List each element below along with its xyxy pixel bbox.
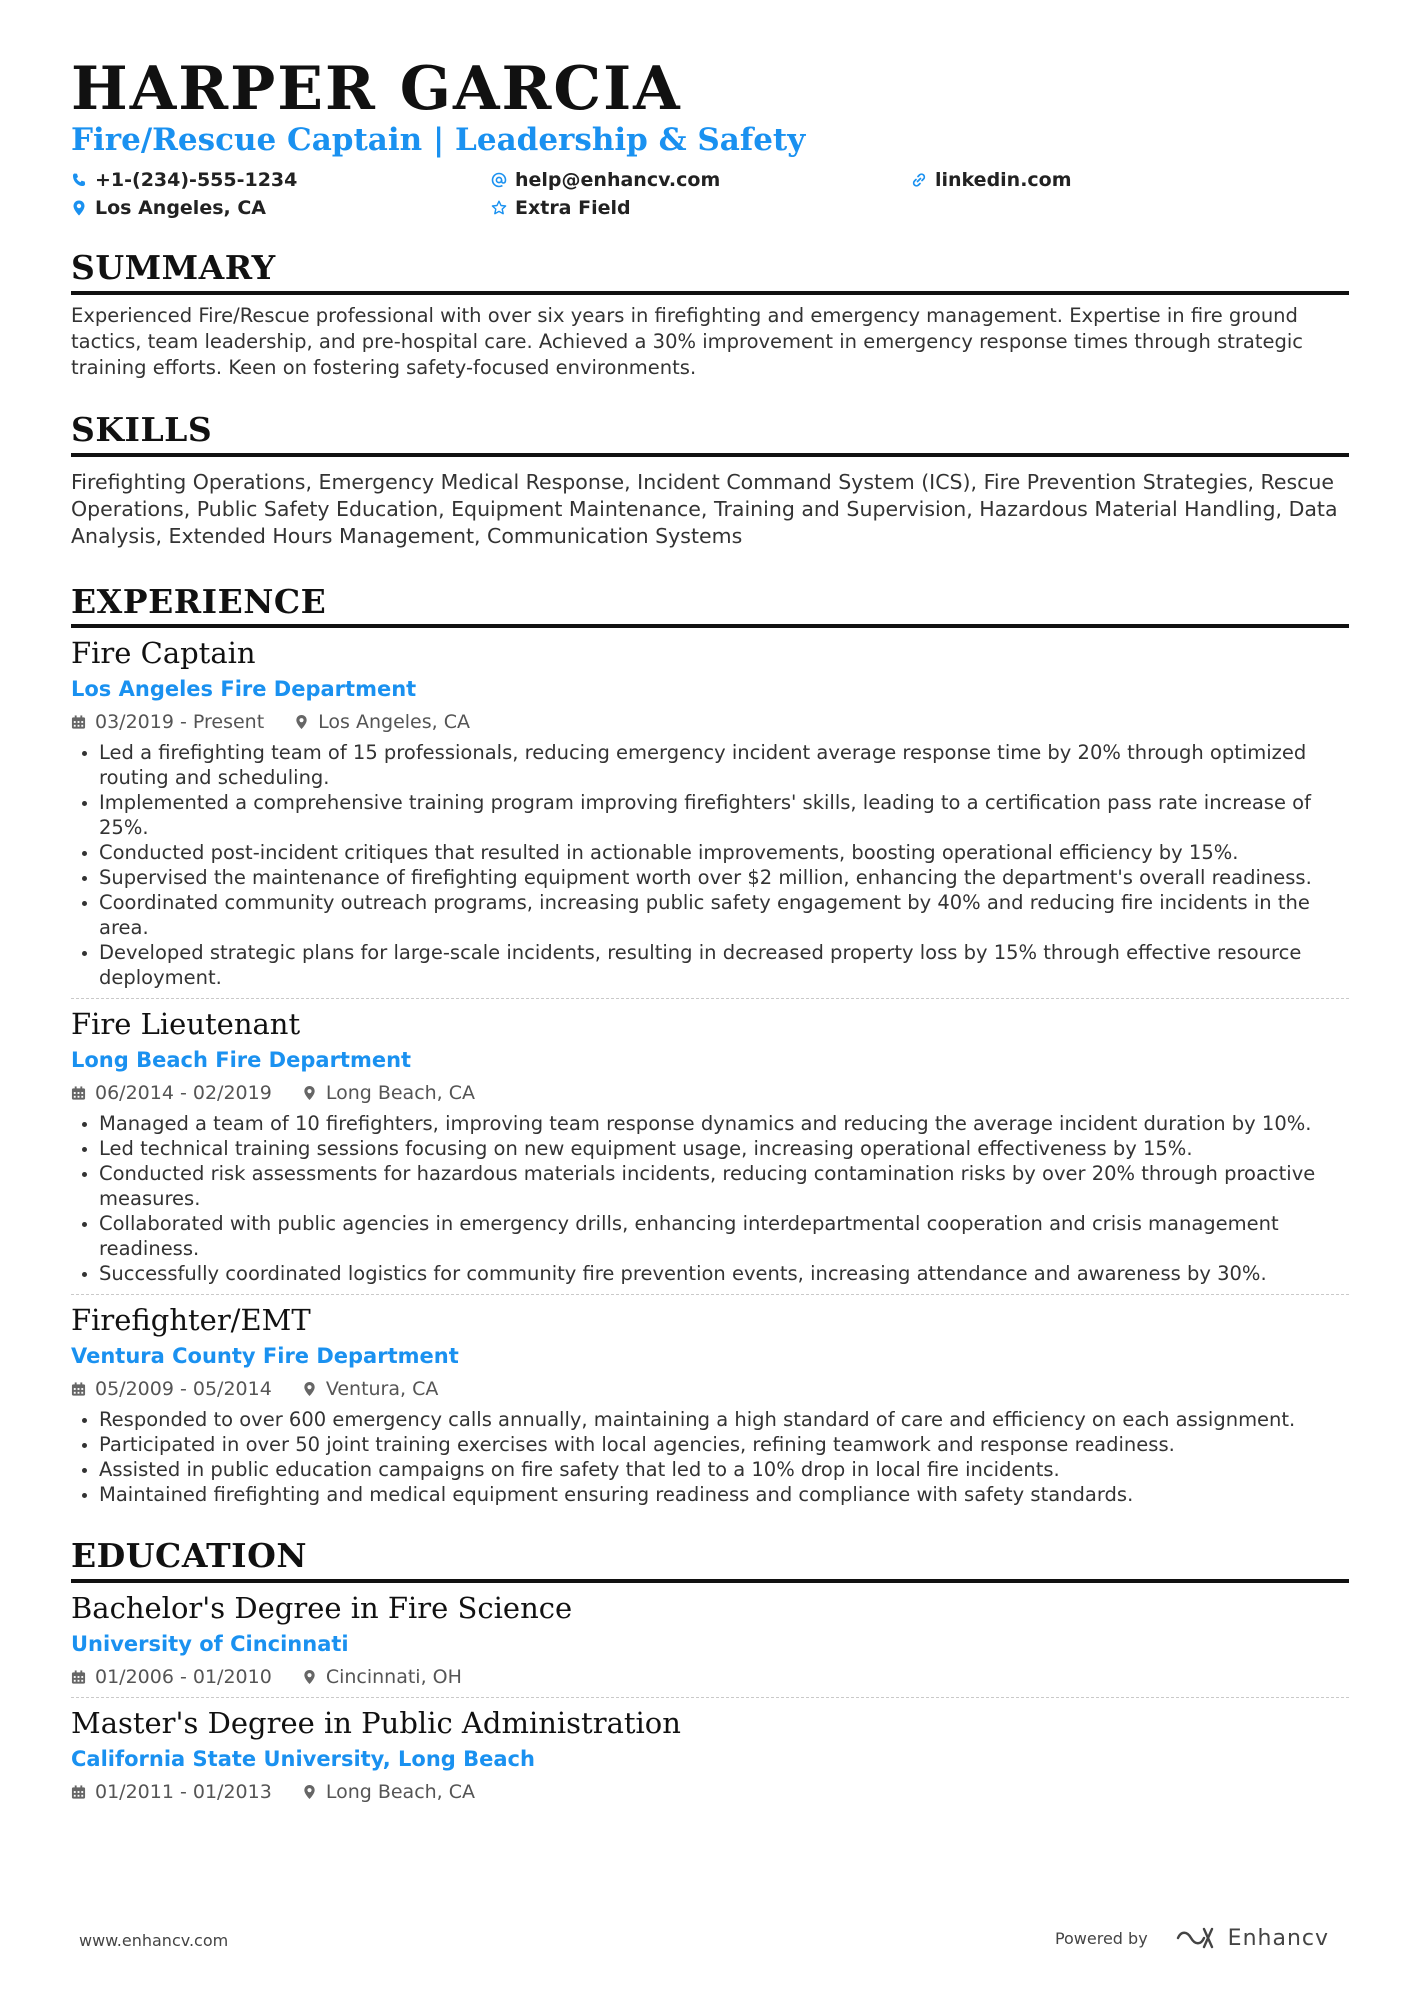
education-entry [71, 1591, 1349, 1698]
contact-phone[interactable] [71, 169, 491, 191]
experience-entry [71, 1303, 1349, 1515]
education-location: Long Beach, CA [325, 1781, 476, 1804]
skills-section [71, 411, 1349, 550]
at-icon [491, 172, 507, 188]
bullet-item: • Managed a team of 10 firefighters, improving team response dynamics and reducing the average incident duration by 10%. [99, 1111, 1349, 1136]
extra-text: Extra Field [515, 196, 631, 219]
calendar-icon [71, 1381, 86, 1397]
education-dates: 01/2006 - 01/2010 [95, 1666, 272, 1689]
job-meta [71, 1377, 1349, 1401]
job-location: Los Angeles, CA [318, 711, 470, 734]
location-pin-icon [294, 714, 309, 730]
education-dates: 01/2011 - 01/2013 [95, 1781, 272, 1804]
education-entry [71, 1706, 1349, 1812]
job-location: Ventura, CA [325, 1378, 439, 1401]
bullet-item: • Participated in over 50 joint training exercises with local agencies, refining teamwork and response readiness. [99, 1432, 1349, 1457]
job-bullets [71, 740, 1349, 990]
education-section [71, 1537, 1349, 1812]
summary-text: Experienced Fire/Rescue professional with over six years in firefighting and emergency management. Expertise in fire ground tactics, team leadership, and pre-hospital care. Achieved a 30% improvement in emergency response times through strategic training efforts. Keen on fostering safety-focused environments. [71, 303, 1304, 379]
location-pin-icon [302, 1669, 317, 1685]
bullet-item: • Supervised the maintenance of firefighting equipment worth over $2 million, enhancing the department's overall readiness. [99, 865, 1349, 890]
degree-title: Bachelor's Degree in Fire Science [71, 1591, 573, 1626]
company-name[interactable]: Long Beach Fire Department [71, 1048, 412, 1073]
bullet-item: • Successfully coordinated logistics for community fire prevention events, increasing attendance and awareness by 30%. [99, 1261, 1349, 1286]
contact-location [71, 197, 491, 219]
brand-name[interactable]: Enhancv [1227, 1925, 1329, 1951]
education-meta [71, 1665, 1349, 1689]
section-title-experience: EXPERIENCE [71, 583, 1349, 629]
enhancv-logo-icon [1174, 1925, 1218, 1951]
link-icon [911, 172, 927, 188]
job-title: Fire Lieutenant [71, 1007, 301, 1042]
company-name[interactable]: Ventura County Fire Department [71, 1344, 459, 1369]
job-location: Long Beach, CA [325, 1082, 476, 1105]
school-name[interactable]: University of Cincinnati [71, 1632, 349, 1657]
bullet-item: • Developed strategic plans for large-scale incidents, resulting in decreased property loss by 15% through effective resource deployment. [99, 940, 1349, 990]
job-title: Fire Captain [71, 636, 256, 671]
job-dates: 06/2014 - 02/2019 [95, 1082, 272, 1105]
phone-icon [71, 172, 87, 188]
job-title: Firefighter/EMT [71, 1303, 311, 1338]
bullet-item: • Implemented a comprehensive training program improving firefighters' skills, leading to a certification pass rate increase of 25%. [99, 790, 1349, 840]
contact-email[interactable] [491, 169, 911, 191]
contact-info [71, 169, 1349, 219]
location-pin-icon [302, 1784, 317, 1800]
job-dates: 03/2019 - Present [95, 711, 265, 734]
experience-entry [71, 1007, 1349, 1295]
bullet-item: • Conducted risk assessments for hazardous materials incidents, reducing contamination risks by over 20% through proactive measures. [99, 1161, 1349, 1211]
calendar-icon [71, 714, 86, 730]
bullet-item: • Led technical training sessions focusing on new equipment usage, increasing operational effectiveness by 15%. [99, 1136, 1349, 1161]
calendar-icon [71, 1669, 86, 1685]
school-name[interactable]: California State University, Long Beach [71, 1747, 535, 1772]
job-meta [71, 710, 1349, 734]
section-title-skills: SKILLS [71, 411, 1349, 457]
powered-by [1055, 1925, 1329, 1951]
calendar-icon [71, 1085, 86, 1101]
company-name[interactable]: Los Angeles Fire Department [71, 677, 417, 702]
powered-by-label: Powered by [1054, 1928, 1148, 1948]
bullet-item: • Conducted post-incident critiques that resulted in actionable improvements, boosting operational efficiency by 15%. [99, 840, 1349, 865]
degree-title: Master's Degree in Public Administration [71, 1706, 681, 1741]
experience-entry [71, 636, 1349, 999]
skills-text: Firefighting Operations, Emergency Medical Response, Incident Command System (ICS), Fire Prevention Strategies, Rescue Operations, Public Safety Education, Equipment Maintenance, Training and Supervision, Hazardous Material Handling, Data Analysis, Extended Hours Management, Communication Systems [71, 469, 1338, 548]
star-icon [491, 200, 507, 216]
experience-section [71, 583, 1349, 1516]
bullet-item: • Led a firefighting team of 15 professionals, reducing emergency incident average response time by 20% through optimized routing and scheduling. [99, 740, 1349, 790]
contact-link[interactable] [911, 169, 1331, 191]
job-bullets [71, 1407, 1349, 1507]
bullet-item: • Maintained firefighting and medical equipment ensuring readiness and compliance with safety standards. [99, 1482, 1349, 1507]
education-meta [71, 1780, 1349, 1804]
page-footer [79, 1925, 1329, 1955]
location-pin-icon [302, 1381, 317, 1397]
location-text: Los Angeles, CA [95, 196, 266, 219]
bullet-item: • Coordinated community outreach programs, increasing public safety engagement by 40% and reducing fire incidents in the area. [99, 890, 1349, 940]
resume-header [71, 54, 1349, 219]
education-location: Cincinnati, OH [325, 1666, 462, 1689]
job-dates: 05/2009 - 05/2014 [95, 1378, 272, 1401]
summary-section [71, 249, 1349, 381]
resume-page [71, 54, 1349, 1812]
job-meta [71, 1081, 1349, 1105]
bullet-item: • Assisted in public education campaigns on fire safety that led to a 10% drop in local fire incidents. [99, 1457, 1349, 1482]
email-text: help@enhancv.com [515, 168, 721, 191]
contact-extra [491, 197, 911, 219]
section-title-education: EDUCATION [71, 1537, 1349, 1583]
phone-text: +1-(234)-555-1234 [95, 168, 298, 191]
location-pin-icon [302, 1085, 317, 1101]
job-bullets [71, 1111, 1349, 1286]
bullet-item: • Collaborated with public agencies in emergency drills, enhancing interdepartmental cooperation and crisis management readiness. [99, 1211, 1349, 1261]
location-pin-icon [71, 200, 87, 216]
section-title-summary: SUMMARY [71, 249, 1349, 295]
link-text: linkedin.com [935, 168, 1072, 191]
candidate-headline: Fire/Rescue Captain | Leadership & Safety [71, 122, 806, 158]
calendar-icon [71, 1784, 86, 1800]
bullet-item: • Responded to over 600 emergency calls annually, maintaining a high standard of care and efficiency on each assignment. [99, 1407, 1349, 1432]
candidate-name: HARPER GARCIA [71, 54, 682, 124]
footer-site-link[interactable]: www.enhancv.com [79, 1931, 229, 1950]
